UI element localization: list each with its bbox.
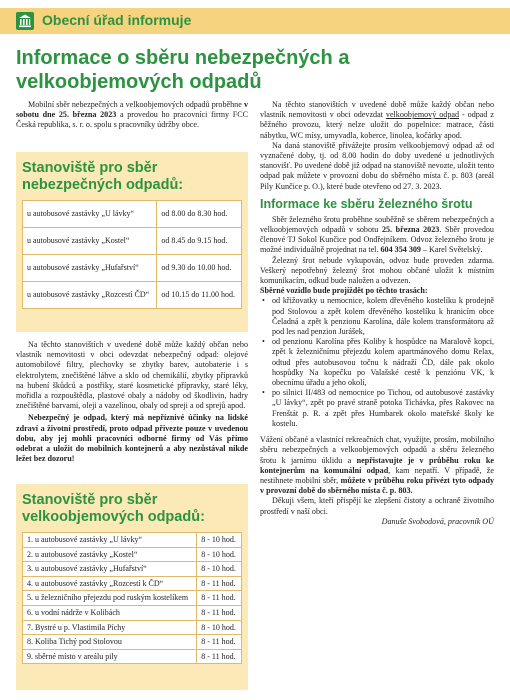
closing-paragraph: Vážení občané a vlastníci rekreačních chat, využijte, prosím, mobilního sběru nebezpečných a velkoobjemových odpadů a sběru železného šrotu k jarnímu úklidu a nepřistavujte je v průběhu roku ke kontejnerům na komunální odpad, kam nepatří. V případě, že nestihnete mobilní sběr, můžete v průběhu roku přivézt tyto odpady v provozní době do sběrného místa č. p. 803. [260,435,494,496]
scrap-free-paragraph: Železný šrot nebude vykupován, odvoz bude proveden zdarma. Veškerý nepotřebný železný šrot mohou občané uložit k místním komunikacím, odkud bude naložen a odvezen. [260,255,494,286]
table-cell-time: od 9.30 do 10.00 hod. [157,255,242,282]
table-cell-time: 8 - 11 hod. [197,576,242,591]
table-cell-place: 9. sběrné místo v areálu pily [23,649,197,664]
scrap-info-paragraph: Sběr železného šrotu proběhne souběžně se sběrem nebezpečných a velkoobjemových odpadů v sobotu 25. března 2023. Sběr provedou členové TJ Sokol Kunčice pod Ondřejníkem. Odvoz železného šrotu je možné individuálně projednat na tel. 604 354 309 – Karel Světelský. [260,214,494,255]
scrap-section-title: Informace ke sběru železného šrotu [260,196,473,211]
list-item: • od penzionu Karolína přes Koliby k hospůdce na Maralově kopci, zpět k železničnímu přejezdu kolem apartmánového domu Relax, odtud přes autobusovou točnu k nádraží ČD, dále pak okolo hospůdky Na kopečku po Valašské cestě k penziónu VK, k obecnímu úřadu a jeho okolí, [260,337,494,388]
table-cell-time: 8 - 10 hod. [197,547,242,562]
table-cell-time: od 8.00 do 8.30 hod. [157,201,242,228]
table-row [23,562,242,577]
signature: Danuše Svobodová, pracovník OÚ [381,516,494,526]
hazardous-schedule-table [22,200,242,309]
warning-paragraph: Nebezpečný je odpad, který má nepříznivé účinky na lidské zdraví a životní prostředí, proto odpad přivezte pouze v uvedenou dobu, aby jej mohli pracovníci odborné firmy od Vás přímo odebrat a uložit do mobilních kontejnerů a aby nezůstával nikde ležet bez dozoru! [16,413,248,464]
bulky-waste-box [16,484,248,690]
route-list [260,296,494,429]
table-row [23,605,242,620]
intro-paragraph: Mobilní sběr nebezpečných a velkoobjemových odpadů proběhne v sobotu dne 25. března 2023 a provedou ho pracovníci firmy FCC Česká republika, s. r. o. spolu s pracovníky údržby obce. [16,100,248,130]
table-row [23,201,242,228]
bulky-schedule-table [22,532,242,664]
table-cell-place: u autobusové zastávky „Kostel“ [23,228,157,255]
right-column [260,100,494,527]
thanks-paragraph: Děkuji všem, kteří přispějí ke zlepšení čistoty a ochraně životního prostředí v naší obci. [260,496,494,516]
table-cell-place: 6. u vodní nádrže v Kolibách [23,605,197,620]
table-cell-place: 3. u autobusové zastávky „Hufařství“ [23,562,197,577]
table-row [23,547,242,562]
table-row [23,533,242,548]
table-cell-place: 5. u železničního přejezdu pod ruským kostelíkem [23,591,197,606]
table-cell-place: 7. Bystré u p. Vlastimila Píchy [23,620,197,635]
table-cell-time: 8 - 11 hod. [197,591,242,606]
table-cell-time: 8 - 10 hod. [197,562,242,577]
table-cell-place: 2. u autobusové zastávky „Kostel“ [23,547,197,562]
table-row [23,282,242,309]
table-cell-place: u autobusové zastávky „Rozcestí ČD“ [23,282,157,309]
table-row [23,635,242,650]
table-cell-time: 8 - 11 hod. [197,605,242,620]
table-cell-place: 1. u autobusové zastávky „U lávky“ [23,533,197,548]
hazardous-info-paragraph: Na těchto stanovištích v uvedené době může každý občan nebo vlastník nemovitosti v obci odevzdat nebezpečný odpad: olejové automobilové filtry, plechovky se zbytky barev, autobaterie i s elektrolytem, znečištěné láhve a sklo od chemikálií, zbytky přípravků na hubení škůdců a postřiky, staré kosmetické přípravky, staré léky, mořidla a rozpouštědla, plastové obaly a nádoby od škodlivin, hadry znečištěné barvami, oleji a vazelínou, obaly od spreji a od sprejů apod. [16,340,248,411]
table-row [23,576,242,591]
route-title: Sběrné vozidlo bude projíždět po těchto trasách: [260,286,428,296]
table-row [23,649,242,664]
table-cell-time: od 8.45 do 9.15 hod. [157,228,242,255]
table-cell-time: 8 - 11 hod. [197,635,242,650]
list-item: • od křižovatky u nemocnice, kolem dřevěného kostelíku k prodejně pod Stolovou a zpět kolem dřevěného kostelíku k hranicím obce Čeladná a zpět k penzionu Karolína, dále kolem transformátoru až pod les nad penzion Jurášek, [260,296,494,337]
left-column-middle [16,340,248,464]
article-title: Informace o sběru nebezpečných a velkoobjemových odpadů [16,47,350,93]
table-row [23,591,242,606]
table-row [23,255,242,282]
table-cell-place: 8. Koliba Tichý pod Stolovou [23,635,197,650]
section-header-title: Obecní úřad informuje [42,12,192,28]
list-item: • po silnici II/483 od nemocnice po Tichou, od autobusové zastávky „U lávky“, zpět po pravé straně potoka Tichávka, přes Rakovec na Frenštát p. R. a zpět přes Humbarek okolo mateřské školy ke kostelu. [260,388,494,429]
table-row [23,228,242,255]
hazardous-waste-box [16,152,248,332]
bulky-timing-paragraph: Na daná stanoviště přivážejte prosím velkoobjemový odpad až od vyznačené doby, tj. od 8.00 hodin do doby uvedené u jednotlivých stanovišť. Po uvedené době již odpad na stanoviště nevozte, uložit tento odpad pak můžete v provozní dobu do sběrného místa č. p. 803 (areál Pily Kunčice p. O.), které bude otevřeno od 27. 3. 2023. [260,140,494,191]
bulky-box-title: Stanoviště pro sběr velkoobjemových odpadů: [22,492,205,525]
left-column [16,100,248,131]
table-row [23,620,242,635]
table-cell-time: 8 - 10 hod. [197,620,242,635]
table-cell-time: od 10.15 do 11.00 hod. [157,282,242,309]
table-cell-time: 8 - 10 hod. [197,533,242,548]
hazardous-box-title: Stanoviště pro sběr nebezpečných odpadů: [22,160,184,193]
table-cell-place: u autobusové zastávky „Hufařství“ [23,255,157,282]
bulky-info-paragraph: Na těchto stanovištích v uvedené době může každý občan nebo vlastník nemovitosti v obci odevzdat velkoobjemový odpad - odpad z běžného provozu, který nelze uložit do popelnice: matrace, části nábytku, WC mísy, umyvadla, koberce, linolea, kočárky apod. [260,100,494,140]
table-cell-place: u autobusové zastávky „U lávky“ [23,201,157,228]
header-bar [0,8,510,34]
table-cell-place: 4. u autobusové zastávky „Rozcestí k ČD“ [23,576,197,591]
building-icon [16,12,34,30]
table-cell-time: 8 - 11 hod. [197,649,242,664]
